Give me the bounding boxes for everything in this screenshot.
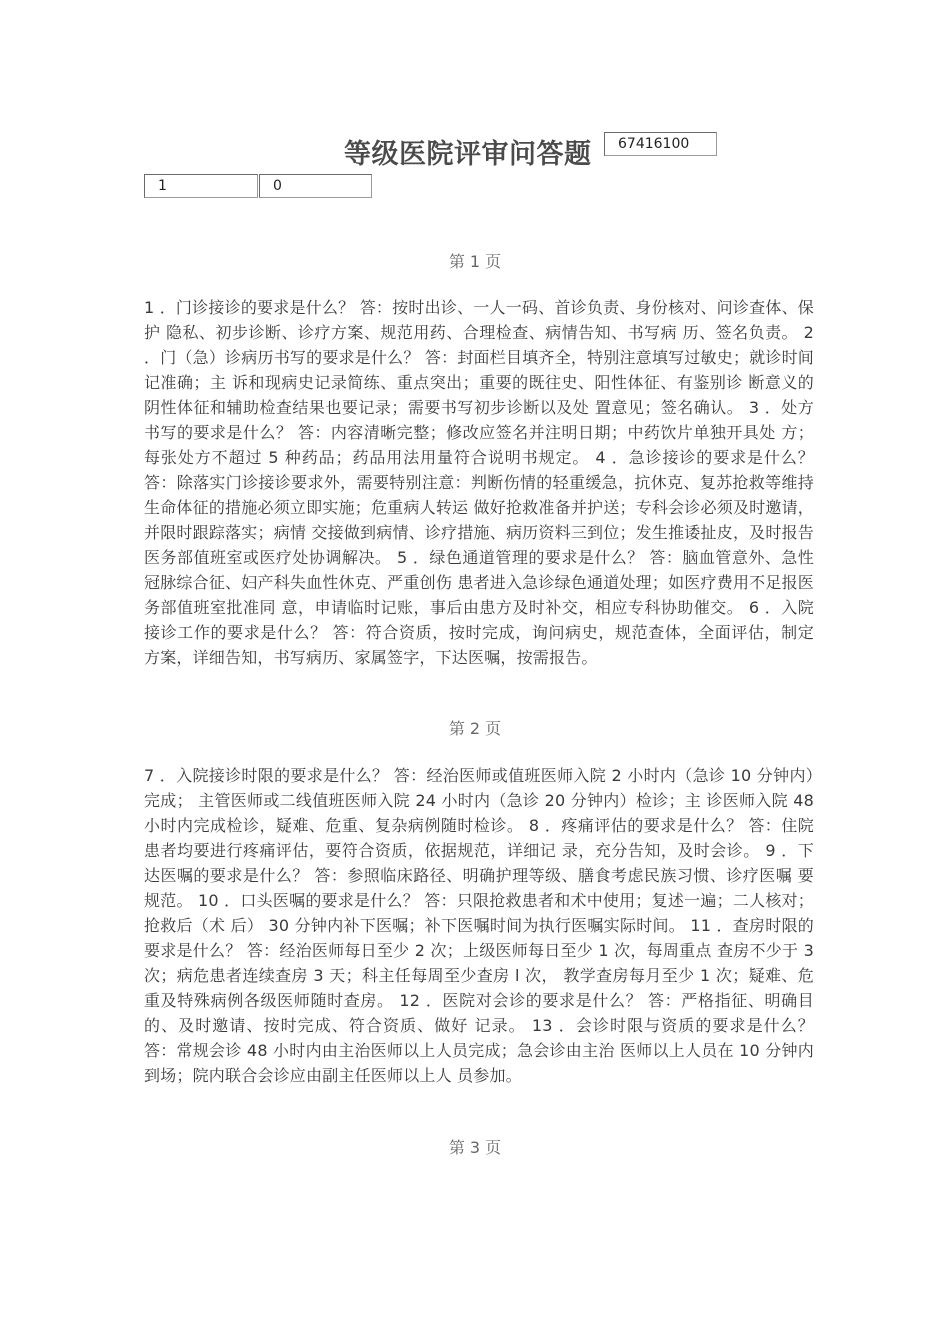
document-title: 等级医院评审问答题 [344, 139, 592, 170]
page-label-2: 第 2 页 [448, 719, 502, 738]
page-label-3: 第 3 页 [448, 1138, 502, 1157]
page-label-1: 第 1 页 [448, 252, 502, 271]
field-a[interactable]: 1 [144, 174, 258, 198]
page-2-text: 7 ．入院接诊时限的要求是什么？ 答：经治医师或值班医师入院 2 小时内（急诊 10 分钟内）完成； 主管医师或二线值班医师入院 24 小时内（急诊 20 分钟内）检诊；主 诊医师入院 48 小时内完成检诊，疑难、危重、复杂病例随时检诊。 8 ．疼痛评估的要求是什么？ 答：住院患者均要进行疼痛评估，要符合资质，依据规范，详细记 录，充分告知，及时会诊。 9 ．下达医嘱的要求是什么？ 答：参照临床路径、明确护理等级、膳食考虑民族习惯、诊疗医嘱 要规范。 10 ．口头医嘱的要求是什么？ 答：只限抢救患者和术中使用；复述一遍；二人核对；抢救后（术 后） 30 分钟内补下医嘱；补下医嘱时间为执行医嘱实际时间。 11 ．查房时限的要求是什么？ 答：经治医师每日至少 2 次；上级医师每日至少 1 次，每周重点 查房不少于 3 次；病危患者连续查房 3 天；科主任每周至少查房 l 次， 教学查房每月至少 1 次；疑难、危重及特殊病例各级医师随时查房。 12 ．医院对会诊的要求是什么？ 答：严格指征、明确目的、及时邀请、按时完成、符合资质、做好 记录。 13 ．会诊时限与资质的要求是什么？ 答：常规会诊 48 小时内由主治医师以上人员完成；急会诊由主治 医师以上人员在 10 分钟内到场；院内联合会诊应由副主任医师以上人 员参加。 [144, 766, 814, 1085]
code-field[interactable]: 67416100 [604, 132, 717, 156]
field-b[interactable]: 0 [259, 174, 372, 198]
title-row [0, 128, 950, 172]
page-1-text: 1 ．门诊接诊的要求是什么？ 答：按时出诊、一人一码、首诊负责、身份核对、问诊查体、保护 隐私、初步诊断、诊疗方案、规范用药、合理检查、病情告知、书写病 历、签名负责。 2 ．门（急）诊病历书写的要求是什么？ 答：封面栏目填齐全，特别注意填写过敏史；就诊时间记准确；主 诉和现病史记录简练、重点突出；重要的既往史、阳性体征、有鉴别诊 断意义的阴性体征和辅助检查结果也要记录；需要书写初步诊断以及处 置意见；签名确认。 3 ．处方书写的要求是什么？ 答：内容清晰完整；修改应签名并注明日期；中药饮片单独开具处 方；每张处方不超过 5 种药品；药品用法用量符合说明书规定。 4 ．急诊接诊的要求是什么？ 答：除落实门诊接诊要求外，需要特别注意：判断伤情的轻重缓急，抗休克、复苏抢救等维持生命体征的措施必须立即实施；危重病人转运 做好抢救准备并护送；专科会诊必须及时邀请，并限时跟踪落实；病情 交接做到病情、诊疗措施、病历资料三到位；发生推诿扯皮，及时报告 医务部值班室或医疗处协调解决。 5 ．绿色通道管理的要求是什么？ 答：脑血管意外、急性冠脉综合征、妇产科失血性休克、严重创伤 患者进入急诊绿色通道处理；如医疗费用不足报医务部值班室批准同 意，申请临时记账，事后由患方及时补交，相应专科协助催交。 6 ．入院接诊工作的要求是什么？ 答：符合资质，按时完成，询问病史，规范查体，全面评估，制定 方案，详细告知，书写病历、家属签字，下达医嘱，按需报告。 [144, 298, 814, 667]
